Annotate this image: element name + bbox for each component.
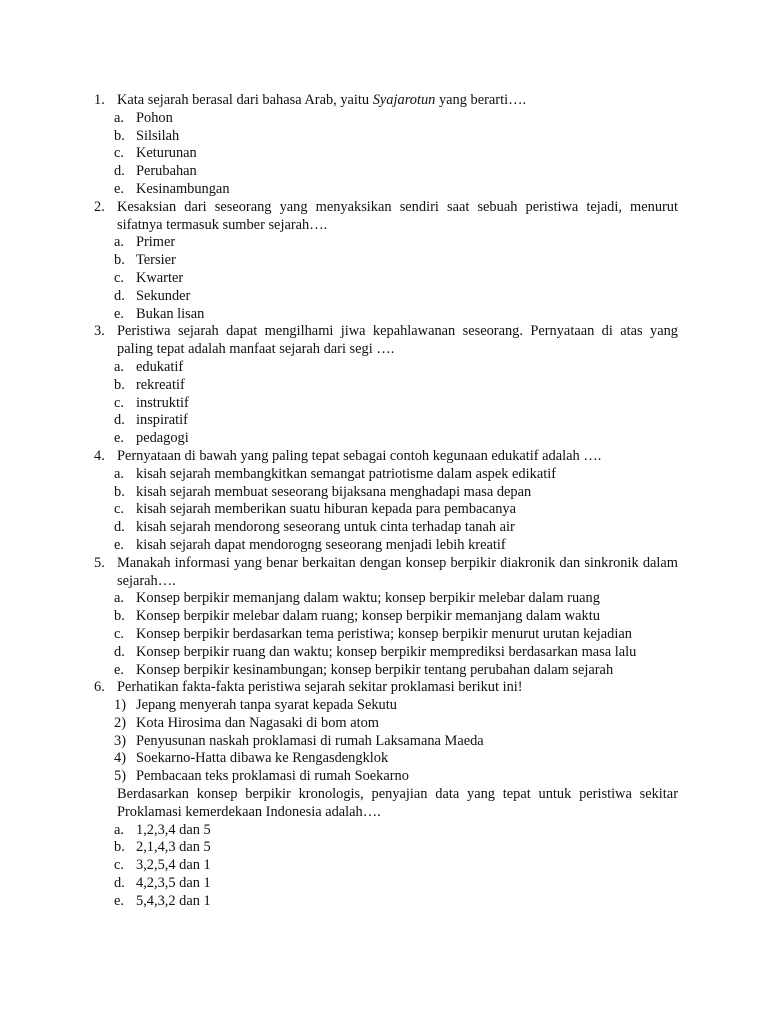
option-label: b. (114, 252, 125, 269)
fact-text: Soekarno-Hatta dibawa ke Rengasdengklok (136, 750, 389, 767)
fact-label: 4) (114, 750, 126, 767)
fact-item (94, 768, 678, 786)
option-text: edukatif (136, 358, 184, 375)
option-text: Kesinambungan (136, 180, 230, 197)
option-text: Konsep berpikir kesinambungan; konsep berpikir tentang perubahan dalam sejarah (136, 661, 614, 678)
question-number: 5. (94, 554, 105, 571)
question-number: 1. (94, 92, 105, 108)
fact-text: Jepang menyerah tanpa syarat kepada Sekutu (136, 697, 397, 714)
option-list (94, 590, 678, 679)
option-label: e. (114, 430, 124, 447)
question-text: Kesaksian dari seseorang yang menyaksikan sendiri saat sebuah peristiwa tejadi, menurut sifatnya termasuk sumber sejarah…. (117, 198, 678, 233)
question-5-stem (94, 555, 678, 591)
question-4 (94, 448, 678, 555)
option-text: Konsep berpikir memanjang dalam waktu; konsep berpikir melebar dalam ruang (136, 590, 600, 607)
option-c[interactable] (94, 501, 678, 519)
question-1-stem (94, 92, 678, 110)
question-text: Pernyataan di bawah yang paling tepat sebagai contoh kegunaan edukatif adalah …. (117, 447, 602, 464)
option-b[interactable] (94, 377, 678, 395)
option-text: Primer (136, 234, 176, 251)
option-label: c. (114, 501, 124, 518)
option-label: a. (114, 358, 124, 375)
question-number: 6. (94, 679, 105, 696)
option-label: d. (114, 412, 125, 429)
question-4-stem (94, 448, 678, 466)
option-text: instruktif (136, 394, 189, 411)
question-1 (94, 92, 678, 199)
option-text: 2,1,4,3 dan 5 (136, 839, 211, 856)
option-label: b. (114, 376, 125, 393)
question-6 (94, 679, 678, 910)
question-3 (94, 323, 678, 448)
option-list (94, 359, 678, 448)
fact-text: Pembacaan teks proklamasi di rumah Soekarno (136, 768, 409, 785)
option-list (94, 466, 678, 555)
question-text: Peristiwa sejarah dapat mengilhami jiwa kepahlawanan seseorang. Pernyataan di atas yang paling tepat adalah manfaat sejarah dari segi …. (117, 323, 678, 358)
option-c[interactable] (94, 270, 678, 288)
option-text: Konsep berpikir melebar dalam ruang; konsep berpikir memanjang dalam waktu (136, 608, 600, 625)
option-label: c. (114, 394, 124, 411)
option-a[interactable] (94, 234, 678, 252)
option-label: a. (114, 590, 124, 607)
option-label: d. (114, 643, 125, 660)
option-label: b. (114, 127, 125, 144)
option-text: pedagogi (136, 430, 189, 447)
question-text-part: Kata sejarah berasal dari bahasa Arab, yaitu (117, 92, 373, 108)
option-text: 4,2,3,5 dan 1 (136, 875, 211, 892)
option-label: a. (114, 109, 124, 126)
option-text: Perubahan (136, 163, 197, 180)
option-a[interactable] (94, 590, 678, 608)
option-d[interactable] (94, 644, 678, 662)
option-label: a. (114, 234, 124, 251)
option-e[interactable] (94, 893, 678, 911)
option-d[interactable] (94, 412, 678, 430)
option-text: Konsep berpikir ruang dan waktu; konsep berpikir memprediksi berdasarkan masa lalu (136, 643, 637, 660)
option-label: e. (114, 180, 124, 197)
option-label: d. (114, 287, 125, 304)
option-label: e. (114, 892, 124, 909)
option-a[interactable] (94, 110, 678, 128)
question-text-emphasis: Syajarotun (372, 92, 436, 108)
option-c[interactable] (94, 857, 678, 875)
option-label: d. (114, 519, 125, 536)
fact-item (94, 733, 678, 751)
option-d[interactable] (94, 519, 678, 537)
option-label: e. (114, 536, 124, 553)
option-e[interactable] (94, 430, 678, 448)
option-b[interactable] (94, 252, 678, 270)
fact-label: 2) (114, 714, 126, 731)
option-c[interactable] (94, 145, 678, 163)
option-d[interactable] (94, 288, 678, 306)
option-label: b. (114, 608, 125, 625)
fact-item (94, 697, 678, 715)
option-text: 3,2,5,4 dan 1 (136, 857, 211, 874)
option-a[interactable] (94, 466, 678, 484)
question-number: 2. (94, 198, 105, 215)
option-b[interactable] (94, 484, 678, 502)
option-text: 1,2,3,4 dan 5 (136, 821, 211, 838)
fact-text: Kota Hirosima dan Nagasaki di bom atom (136, 714, 379, 731)
option-label: a. (114, 465, 124, 482)
option-c[interactable] (94, 395, 678, 413)
question-number: 4. (94, 447, 105, 464)
option-text: rekreatif (136, 376, 185, 393)
fact-label: 1) (114, 697, 126, 714)
option-d[interactable] (94, 875, 678, 893)
option-label: e. (114, 661, 124, 678)
option-list (94, 822, 678, 911)
option-text: kisah sejarah membuat seseorang bijaksana menghadapi masa depan (136, 483, 532, 500)
question-prompt: Berdasarkan konsep berpikir kronologis, penyajian data yang tepat untuk peristiwa sekitar Proklamasi kemerdekaan Indonesia adalah…. (117, 786, 678, 820)
question-text (117, 92, 678, 110)
option-label: b. (114, 483, 125, 500)
option-e[interactable] (94, 181, 678, 199)
option-c[interactable] (94, 626, 678, 644)
question-2 (94, 199, 678, 324)
question-text: Manakah informasi yang benar berkaitan dengan konsep berpikir diakronik dan sinkronik dalam sejarah…. (117, 554, 678, 589)
question-2-stem (94, 199, 678, 235)
option-text: Sekunder (136, 287, 191, 304)
option-list (94, 110, 678, 199)
option-label: c. (114, 269, 124, 286)
option-text: inspiratif (136, 412, 188, 429)
option-text: kisah sejarah memberikan suatu hiburan kepada para pembacanya (136, 501, 516, 518)
option-d[interactable] (94, 163, 678, 181)
question-text: Perhatikan fakta-fakta peristiwa sejarah sekitar proklamasi berikut ini! (117, 679, 523, 696)
option-b[interactable] (94, 839, 678, 857)
option-text: kisah sejarah mendorong seseorang untuk cinta terhadap tanah air (136, 519, 515, 536)
fact-item (94, 715, 678, 733)
option-b[interactable] (94, 608, 678, 626)
option-text: Keturunan (136, 145, 197, 162)
fact-label: 3) (114, 732, 126, 749)
option-text: Bukan lisan (136, 305, 205, 322)
option-e[interactable] (94, 662, 678, 680)
option-text: Konsep berpikir berdasarkan tema peristiwa; konsep berpikir menurut urutan kejadian (136, 625, 632, 642)
option-a[interactable] (94, 359, 678, 377)
option-text: Silsilah (136, 127, 180, 144)
option-e[interactable] (94, 537, 678, 555)
option-label: c. (114, 625, 124, 642)
option-label: d. (114, 875, 125, 892)
option-label: c. (114, 857, 124, 874)
question-text-part: yang berarti…. (435, 92, 527, 108)
option-label: e. (114, 305, 124, 322)
option-a[interactable] (94, 822, 678, 840)
fact-list (94, 697, 678, 786)
question-number: 3. (94, 323, 105, 340)
option-label: c. (114, 145, 124, 162)
fact-text: Penyusunan naskah proklamasi di rumah Laksamana Maeda (136, 732, 484, 749)
question-3-stem (94, 323, 678, 359)
option-label: d. (114, 163, 125, 180)
option-text: Pohon (136, 109, 173, 126)
option-label: b. (114, 839, 125, 856)
option-b[interactable] (94, 128, 678, 146)
option-text: 5,4,3,2 dan 1 (136, 892, 211, 909)
question-6-stem (94, 679, 678, 697)
option-text: Kwarter (136, 269, 184, 286)
option-label: a. (114, 821, 124, 838)
fact-item (94, 750, 678, 768)
option-list (94, 234, 678, 323)
option-e[interactable] (94, 306, 678, 324)
option-text: kisah sejarah membangkitkan semangat patriotisme dalam aspek edikatif (136, 465, 556, 482)
fact-label: 5) (114, 768, 126, 785)
option-text: kisah sejarah dapat mendorogng seseorang menjadi lebih kreatif (136, 536, 506, 553)
question-list (94, 92, 678, 911)
question-5 (94, 555, 678, 680)
option-text: Tersier (136, 252, 176, 269)
